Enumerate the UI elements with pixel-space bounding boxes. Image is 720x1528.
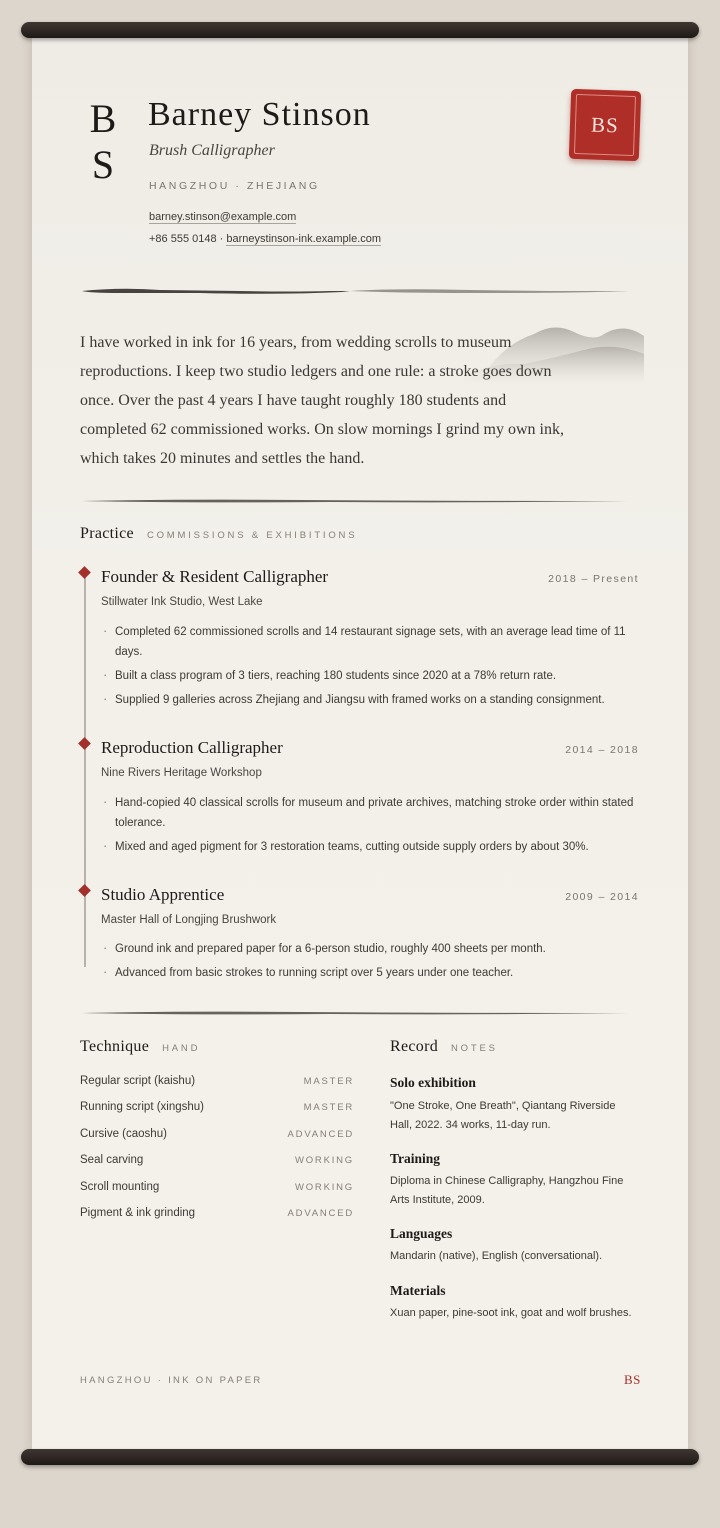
scroll-paper [32,34,688,1454]
technique-level: MASTER [303,1076,354,1087]
job-bullets [101,793,641,861]
job-organization: Nine Rivers Heritage Workshop [101,767,262,779]
timeline-marker [78,737,91,750]
technique-row [80,1207,354,1219]
record-text [390,1172,650,1210]
record-line: Xuan paper, pine-soot ink, goat and wolf brushes. [390,1307,632,1319]
practice-heading [80,525,357,543]
technique-heading [80,1038,200,1056]
scroll-rod-bottom [21,1449,699,1465]
job-dates: 2014 – 2018 [565,744,639,756]
technique-name: Cursive (caoshu) [80,1128,167,1140]
section-title: Technique [80,1038,150,1055]
brush-stroke-divider [80,1008,630,1018]
technique-name: Running script (xingshu) [80,1101,205,1113]
record-heading [390,1038,498,1056]
brush-stroke-divider [80,286,630,296]
record-text [390,1097,650,1135]
email-row [149,211,296,223]
monogram [88,96,118,188]
phone: +86 555 0148 [149,233,217,245]
technique-name: Seal carving [80,1154,144,1166]
footer-monogram: BS [624,1372,641,1387]
role: Brush Calligrapher [149,142,275,159]
seal-stamp [569,89,641,161]
job-dates: 2018 – Present [548,573,639,585]
record-line: Mandarin (native), English (conversational). [390,1250,603,1262]
seal-text: BS [590,112,620,137]
list-item: · Advanced from basic strokes to running script over 5 years under one teacher. [101,963,641,983]
technique-level: WORKING [294,1182,354,1193]
monogram-letter: S [91,142,115,187]
location: HANGZHOU · ZHEJIANG [149,180,320,192]
record-line: Arts Institute, 2009. [390,1194,485,1206]
technique-level: MASTER [303,1102,354,1113]
record-line: "One Stroke, One Breath", Qiantang Riverside [390,1100,616,1112]
email-link[interactable]: barney.stinson@example.com [149,211,297,223]
technique-name: Pigment & ink grinding [80,1207,196,1219]
job-bullets [101,622,641,714]
technique-row [80,1181,354,1193]
job-title: Studio Apprentice [101,885,225,904]
job-title: Reproduction Calligrapher [101,738,283,757]
list-item: · Supplied 9 galleries across Zhejiang and Jiangsu with framed works on a standing consignment. [101,690,641,710]
technique-name: Scroll mounting [80,1181,160,1193]
phone-website-row [149,233,381,245]
record-line: Hall, 2022. 34 works, 11-day run. [390,1119,551,1131]
job-dates: 2009 – 2014 [565,891,639,903]
contact-separator: · [216,233,227,245]
technique-row [80,1075,354,1087]
scroll-rod-top [21,22,699,38]
timeline-marker [78,566,91,579]
technique-row [80,1154,354,1166]
list-item: · Hand-copied 40 classical scrolls for museum and private archives, matching stroke order within stated tolerance. [101,793,641,833]
footer-caption: HANGZHOU · INK ON PAPER [80,1375,263,1386]
name: Barney Stinson [148,96,371,133]
job-title: Founder & Resident Calligrapher [101,567,329,586]
record-text [390,1247,650,1266]
record-heading-item: Training [390,1151,441,1166]
timeline-marker [78,884,91,897]
list-item: · Mixed and aged pigment for 3 restoration teams, cutting outside supply orders by about 30%. [101,837,641,857]
list-item: · Built a class program of 3 tiers, reaching 180 students since 2020 at a 78% return rate. [101,666,641,686]
technique-level: WORKING [294,1155,354,1166]
record-heading-item: Solo exhibition [390,1075,476,1090]
section-subtitle: NOTES [451,1043,498,1054]
section-subtitle: HAND [162,1043,201,1054]
record-text [390,1304,650,1323]
technique-name: Regular script (kaishu) [80,1075,196,1087]
section-title: Practice [80,525,134,542]
section-title: Record [390,1038,439,1055]
job-bullets [101,939,641,987]
list-item: · Completed 62 commissioned scrolls and 14 restaurant signage sets, with an average lead time of 11 days. [101,622,641,662]
timeline-line [84,574,86,967]
record-heading-item: Languages [390,1226,453,1241]
monogram-letter: B [89,96,117,141]
job-organization: Stillwater Ink Studio, West Lake [101,596,263,608]
section-subtitle: COMMISSIONS & EXHIBITIONS [146,530,358,541]
list-item: · Ground ink and prepared paper for a 6-person studio, roughly 400 sheets per month. [101,939,641,959]
job-organization: Master Hall of Longjing Brushwork [101,914,277,926]
summary-paragraph: I have worked in ink for 16 years, from wedding scrolls to museum reproductions. I keep two studio ledgers and one rule: a stroke goes down once. Over the past 4 years I have taught roughly 180 students and completed 62 commissioned works. On slow mornings I grind my own ink, which takes 20 minutes and settles the hand. [80,334,564,467]
technique-row [80,1101,354,1113]
website-link[interactable]: barneystinson-ink.example.com [226,233,382,245]
record-heading-item: Materials [390,1283,446,1298]
brush-stroke-divider [80,496,630,506]
technique-row [80,1128,354,1140]
technique-level: ADVANCED [287,1129,354,1140]
record-line: Diploma in Chinese Calligraphy, Hangzhou Fine [390,1175,624,1187]
technique-level: ADVANCED [287,1208,354,1219]
